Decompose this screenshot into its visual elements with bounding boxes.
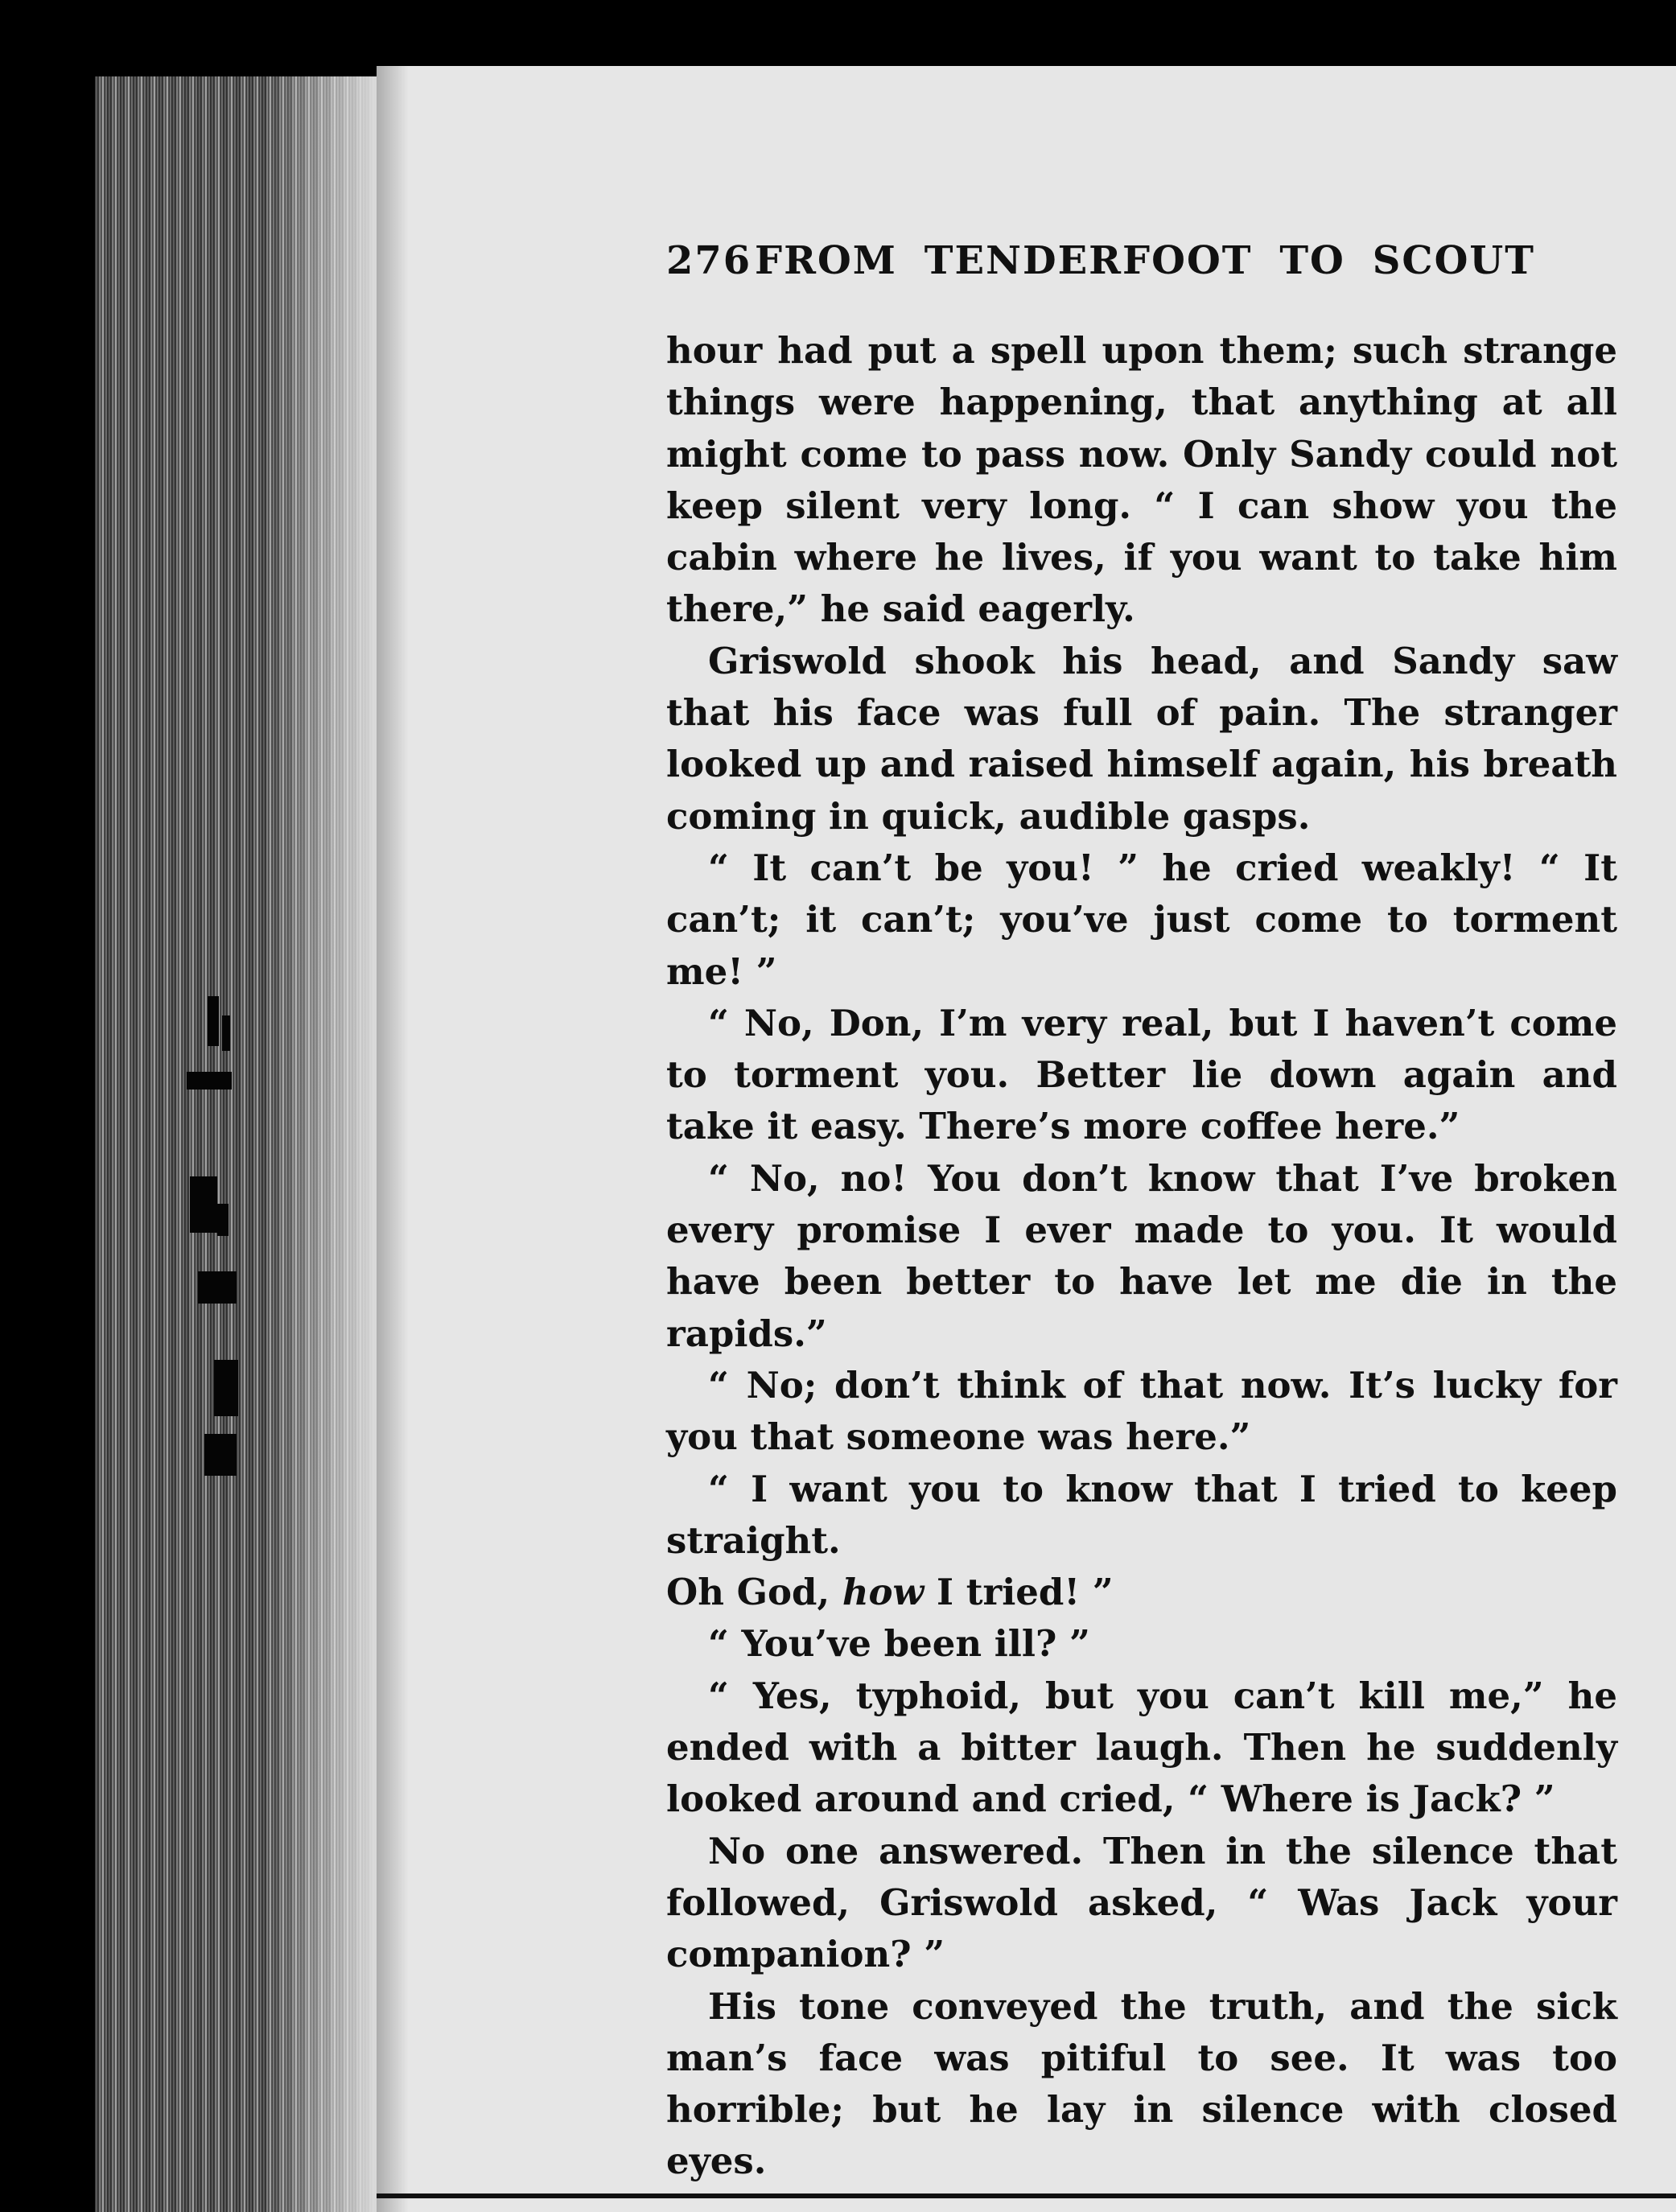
body-text (666, 325, 1617, 2188)
page-bottom-edge (377, 2193, 1676, 2198)
book-edge-highlight (266, 76, 378, 2212)
paragraph: “ You’ve been ill? ” (708, 1622, 1090, 1666)
edge-ink-mark (217, 1204, 229, 1236)
gutter-shadow (377, 66, 409, 2212)
edge-ink-mark (222, 1015, 230, 1051)
paragraph: “ No; don’t think of that now. It’s lucky for you that someone was here.” (666, 1363, 1617, 1459)
text-run: I tried! ” (924, 1571, 1114, 1614)
running-title: FROM TENDERFOOT TO SCOUT (755, 238, 1535, 283)
edge-ink-mark (190, 1176, 217, 1233)
page-header (666, 238, 1535, 283)
paragraph: “ I want you to know that I tried to keep straight. (666, 1467, 1617, 1562)
edge-ink-mark (204, 1434, 237, 1476)
paragraph: “ It can’t be you! ” he cried weakly! “ It can’t; it can’t; you’ve just come to torment me! ” (666, 846, 1617, 993)
paragraph: No one answered. Then in the silence that followed, Griswold asked, “ Was Jack your companion? ” (666, 1829, 1617, 1976)
edge-ink-mark (198, 1271, 237, 1304)
text-run: Oh God, (666, 1571, 842, 1614)
paragraph: His tone conveyed the truth, and the sick man’s face was pitiful to see. It was too horrible; but he lay in silence with closed eyes. (666, 1984, 1617, 2183)
emphasis-text: how (842, 1571, 924, 1614)
paragraph: “ No, no! You don’t know that I’ve broken every promise I ever made to you. It would have been better to have let me die in the rapids.” (666, 1156, 1617, 1355)
paragraph: hour had put a spell upon them; such strange things were happening, that anything at all might come to pass now. Only Sandy could not keep silent very long. “ I can show you the cabin where he lives, if you want to take him there,” he said eagerly. (666, 329, 1617, 631)
edge-ink-mark (187, 1072, 232, 1090)
edge-ink-mark (208, 996, 219, 1046)
paragraph: “ Yes, typhoid, but you can’t kill me,” he ended with a bitter laugh. Then he suddenly looked around and cried, “ Where is Jack? ” (666, 1674, 1617, 1821)
paragraph (666, 1567, 1617, 1618)
paragraph: Griswold shook his head, and Sandy saw that his face was full of pain. The stranger looked up and raised himself again, his breath coming in quick, audible gasps. (666, 639, 1617, 838)
page-number: 276 (666, 238, 752, 283)
edge-ink-mark (214, 1360, 238, 1416)
paragraph: “ No, Don, I’m very real, but I haven’t come to torment you. Better lie down again and take it easy. There’s more coffee here.” (666, 1001, 1617, 1148)
